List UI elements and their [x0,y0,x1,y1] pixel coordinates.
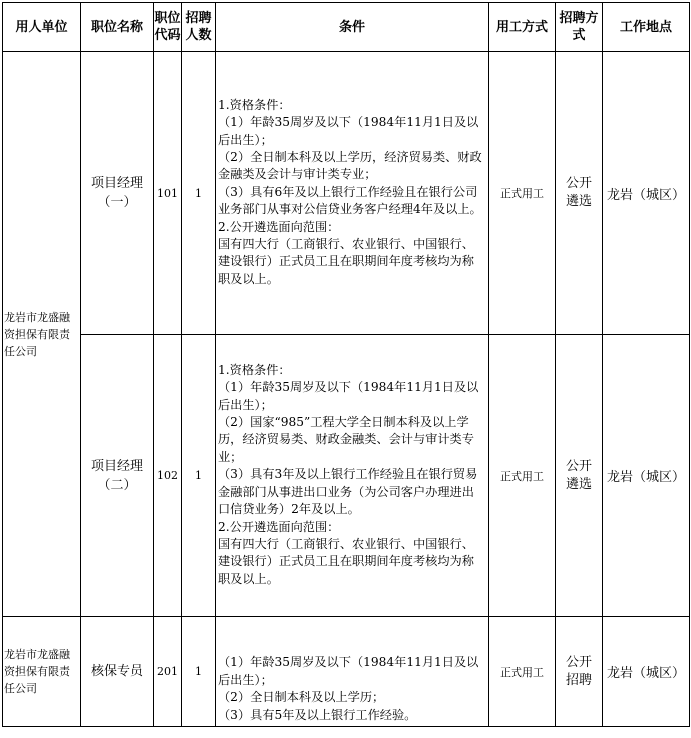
header-employment: 用工方式 [489,3,556,52]
header-recruit: 招聘方式 [556,3,603,52]
employment-cell: 正式用工 [489,617,556,727]
condition-line: （3）具有6年及以上银行工作经验且在银行公司业务部门从事对公信贷业务客户经理4年及以上。 [218,184,482,217]
recruit-line-1: 公开 [565,654,592,670]
condition-line: （1）年龄35周岁及以下（1984年11月1日及以后出生）； [218,380,479,412]
header-count: 招聘人数 [182,3,216,52]
table-row [3,617,690,727]
recruit-line-1: 公开 [565,458,592,474]
condition-line: （1）年龄35周岁及以下（1984年11月1日及以后出生）； [218,115,479,147]
position-title: 项目经理 [90,176,143,191]
position-cell [81,52,154,335]
recruit-line-2: 遴选 [565,194,592,209]
position-title: 项目经理 [90,458,143,474]
conditions-cell [216,617,489,727]
recruit-cell [556,335,603,617]
code-cell: 101 [154,52,182,335]
employment-cell: 正式用工 [489,52,556,335]
header-code: 职位代码 [154,3,182,52]
recruitment-table [2,2,690,727]
location-cell: 龙岩（城区） [603,617,690,727]
recruit-cell [556,617,603,727]
code-cell: 201 [154,617,182,727]
count-cell: 1 [182,335,216,617]
position-suffix: （一） [97,195,137,210]
condition-line: （3）具有3年及以上银行工作经验且在银行贸易金融部门从事进出口业务（为公司客户办理进出口信贷业务）2年及以上。 [218,467,478,517]
condition-line: （3）具有5年及以上银行工作经验。 [218,707,417,722]
condition-line: （1）年龄35周岁及以下（1984年11月1日及以后出生）； [218,655,479,687]
recruit-line-2: 招聘 [565,672,592,688]
conditions-cell [216,335,489,617]
recruit-cell [556,52,603,335]
condition-line: （2）国家“985”工程大学全日制本科及以上学历，经济贸易类、财政金融类、会计与审计类专业； [218,415,474,464]
condition-line: 国有四大行（工商银行、农业银行、中国银行、建设银行）正式员工且在职期间年度考核均为称职及以上。 [218,237,474,286]
condition-line: 2.公开遴选面向范围： [218,219,340,234]
condition-line: 1.资格条件： [218,97,291,112]
conditions-cell [216,52,489,335]
unit-cell: 龙岩市龙盛融资担保有限责任公司 [3,52,81,617]
position-title: 核保专员 [90,664,143,679]
header-row [3,3,690,52]
position-suffix: （二） [97,477,137,493]
count-cell: 1 [182,52,216,335]
position-cell [81,617,154,727]
code-cell: 102 [154,335,182,617]
condition-line: 1.资格条件： [218,362,291,377]
header-position: 职位名称 [81,3,154,52]
condition-line: 2.公开遴选面向范围： [218,519,340,534]
count-cell: 1 [182,617,216,727]
recruit-line-2: 遴选 [565,476,592,492]
recruit-line-1: 公开 [565,176,592,191]
header-location: 工作地点 [603,3,690,52]
table-row [3,335,690,617]
position-cell [81,335,154,617]
table-row [3,52,690,335]
location-cell: 龙岩（城区） [603,335,690,617]
unit-cell: 龙岩市龙盛融资担保有限责任公司 [3,617,81,727]
condition-line: （2）全日制本科及以上学历； [218,690,385,705]
header-conditions: 条件 [216,3,489,52]
condition-line: （2）全日制本科及以上学历，经济贸易类、财政金融类及会计与审计类专业； [218,149,482,182]
condition-line: 国有四大行（工商银行、农业银行、中国银行、建设银行）正式员工且在职期间年度考核均为称职及以上。 [218,536,474,586]
location-cell: 龙岩（城区） [603,52,690,335]
header-unit: 用人单位 [3,3,81,52]
employment-cell: 正式用工 [489,335,556,617]
